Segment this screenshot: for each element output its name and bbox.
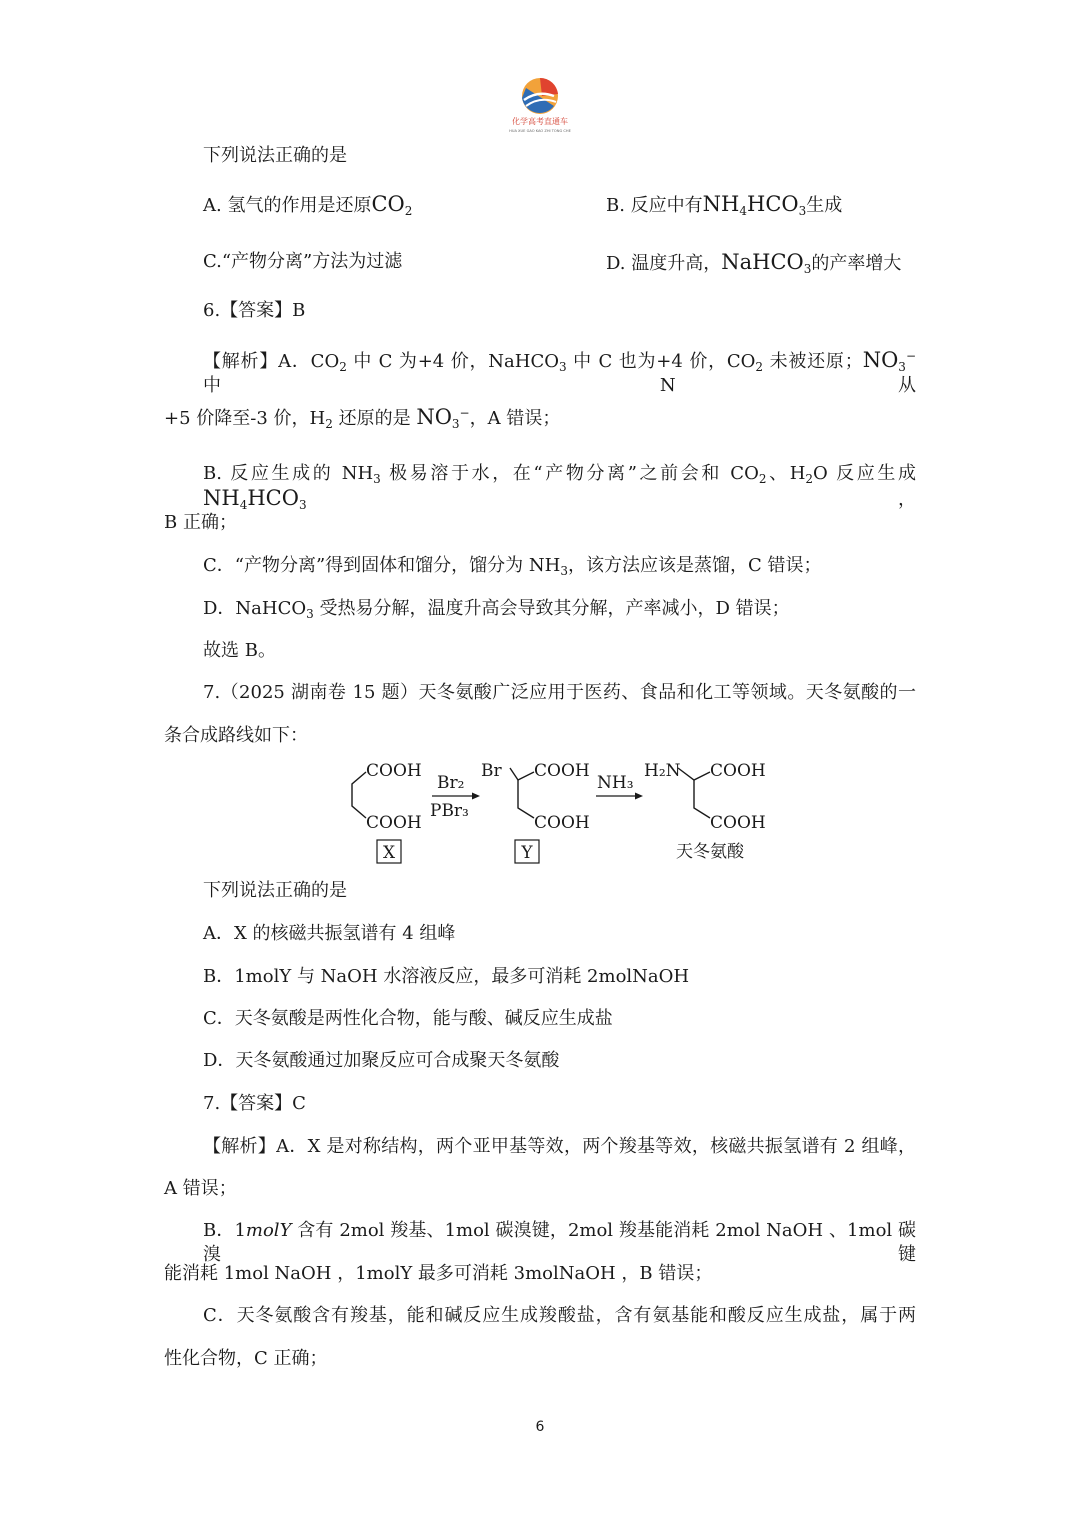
- q6-explanation-line-2: +5 价降至-3 价，$H_2$ 还原的是 $NO_3^-$，A 错误；: [164, 405, 561, 431]
- reagent-pbr3: PBr₃: [430, 801, 469, 821]
- q7-answer: 7.【答案】C: [203, 1093, 306, 1114]
- logo-text: 化学高考直通车: [512, 117, 568, 126]
- q6-explanation-line-7: 故选 B。: [203, 640, 276, 661]
- label-x: X: [382, 843, 396, 863]
- logo-icon: [496, 74, 584, 136]
- q7-explanation-line-2: A 错误；: [164, 1178, 237, 1199]
- x-cooh-top: COOH: [366, 761, 422, 781]
- q6-explanation-line-1: 【解析】A．$CO_2$ 中 C 为+4 价，NaHCO$_3$ 中 C 也为+4 价，$CO_2$ 未被还原；$NO_3^-$ 中 N 从: [203, 348, 916, 396]
- q7-option-d: D．天冬氨酸通过加聚反应可合成聚天冬氨酸: [203, 1050, 560, 1071]
- q6-option-d: D. 温度升高，NaHCO$_3$的产率增大: [606, 250, 902, 276]
- q7-option-c: C．天冬氨酸是两性化合物，能与酸、碱反应生成盐: [203, 1008, 613, 1029]
- arrow-1: [430, 773, 480, 821]
- q6-explanation-line-5: C．“产物分离”得到固体和馏分，馏分为 $NH_3$，该方法应该是蒸馏，C 错误；: [203, 555, 822, 578]
- compound-y: [481, 761, 590, 863]
- q6-answer: 6.【答案】B: [203, 300, 306, 321]
- x-cooh-bottom: COOH: [366, 813, 422, 833]
- y-cooh-bottom: COOH: [534, 813, 590, 833]
- logo-subtext: HUA XUE GAO KAO ZHI TONG CHE: [509, 129, 571, 133]
- compound-x: [352, 761, 422, 863]
- q6-option-c: C.“产物分离”方法为过滤: [203, 251, 403, 272]
- q7-stem-line-2: 条合成路线如下：: [164, 725, 308, 746]
- product-cooh-top: COOH: [710, 761, 766, 781]
- synthesis-scheme: [340, 756, 780, 868]
- q7-option-b: B．1molY 与 NaOH 水溶液反应，最多可消耗 2molNaOH: [203, 966, 690, 987]
- reagent-br2: Br₂: [437, 773, 465, 793]
- q6-stem: 下列说法正确的是: [203, 145, 347, 166]
- q7-explanation-line-5: C．天冬氨酸含有羧基，能和碱反应生成羧酸盐，含有氨基能和酸反应生成盐，属于两: [203, 1305, 916, 1326]
- q7-ask: 下列说法正确的是: [203, 880, 347, 901]
- label-y: Y: [521, 843, 533, 863]
- y-br: Br: [481, 761, 502, 781]
- q6-option-b: B. 反应中有$NH_4HCO_3$生成: [606, 192, 843, 218]
- q6-explanation-line-6: D．NaHCO$_3$ 受热易分解，温度升高会导致其分解，产率减小，D 错误；: [203, 598, 790, 621]
- y-cooh-top: COOH: [534, 761, 590, 781]
- q7-option-a: A．X 的核磁共振氢谱有 4 组峰: [203, 923, 456, 944]
- label-product: 天冬氨酸: [676, 842, 744, 862]
- q7-explanation-line-3: B．1molY 含有 2mol 羧基、1mol 碳溴键，2mol 羧基能消耗 2mol NaOH 、1mol 碳溴键: [203, 1220, 916, 1265]
- q6-explanation-line-3: B. 反应生成的 $NH_3$ 极易溶于水，在“产物分离”之前会和 $CO_2$、$H_2O$ 反应生成 $NH_4HCO_3$，: [203, 463, 916, 512]
- q6-option-a: A. 氢气的作用是还原$CO_2$: [203, 192, 413, 218]
- q7-stem-line-1: 7.（2025 湖南卷 15 题）天冬氨酸广泛应用于医药、食品和化工等领域。天冬氨酸的一: [203, 682, 916, 703]
- arrow-2: [596, 773, 643, 800]
- product-h2n: H₂N: [644, 761, 681, 781]
- q7-explanation-line-4: 能消耗 1mol NaOH ，1molY 最多可消耗 3molNaOH ，B 错误；: [164, 1263, 713, 1284]
- product-cooh-bottom: COOH: [710, 813, 766, 833]
- reagent-nh3: NH₃: [597, 773, 634, 793]
- page-number: 6: [535, 1419, 545, 1435]
- compound-aspartic-acid: [644, 761, 766, 862]
- q6-explanation-line-4: B 正确；: [164, 512, 237, 533]
- q7-explanation-line-6: 性化合物，C 正确；: [164, 1348, 328, 1369]
- q7-explanation-line-1: 【解析】A．X 是对称结构，两个亚甲基等效，两个羧基等效，核磁共振氢谱有 2 组峰，: [203, 1136, 916, 1157]
